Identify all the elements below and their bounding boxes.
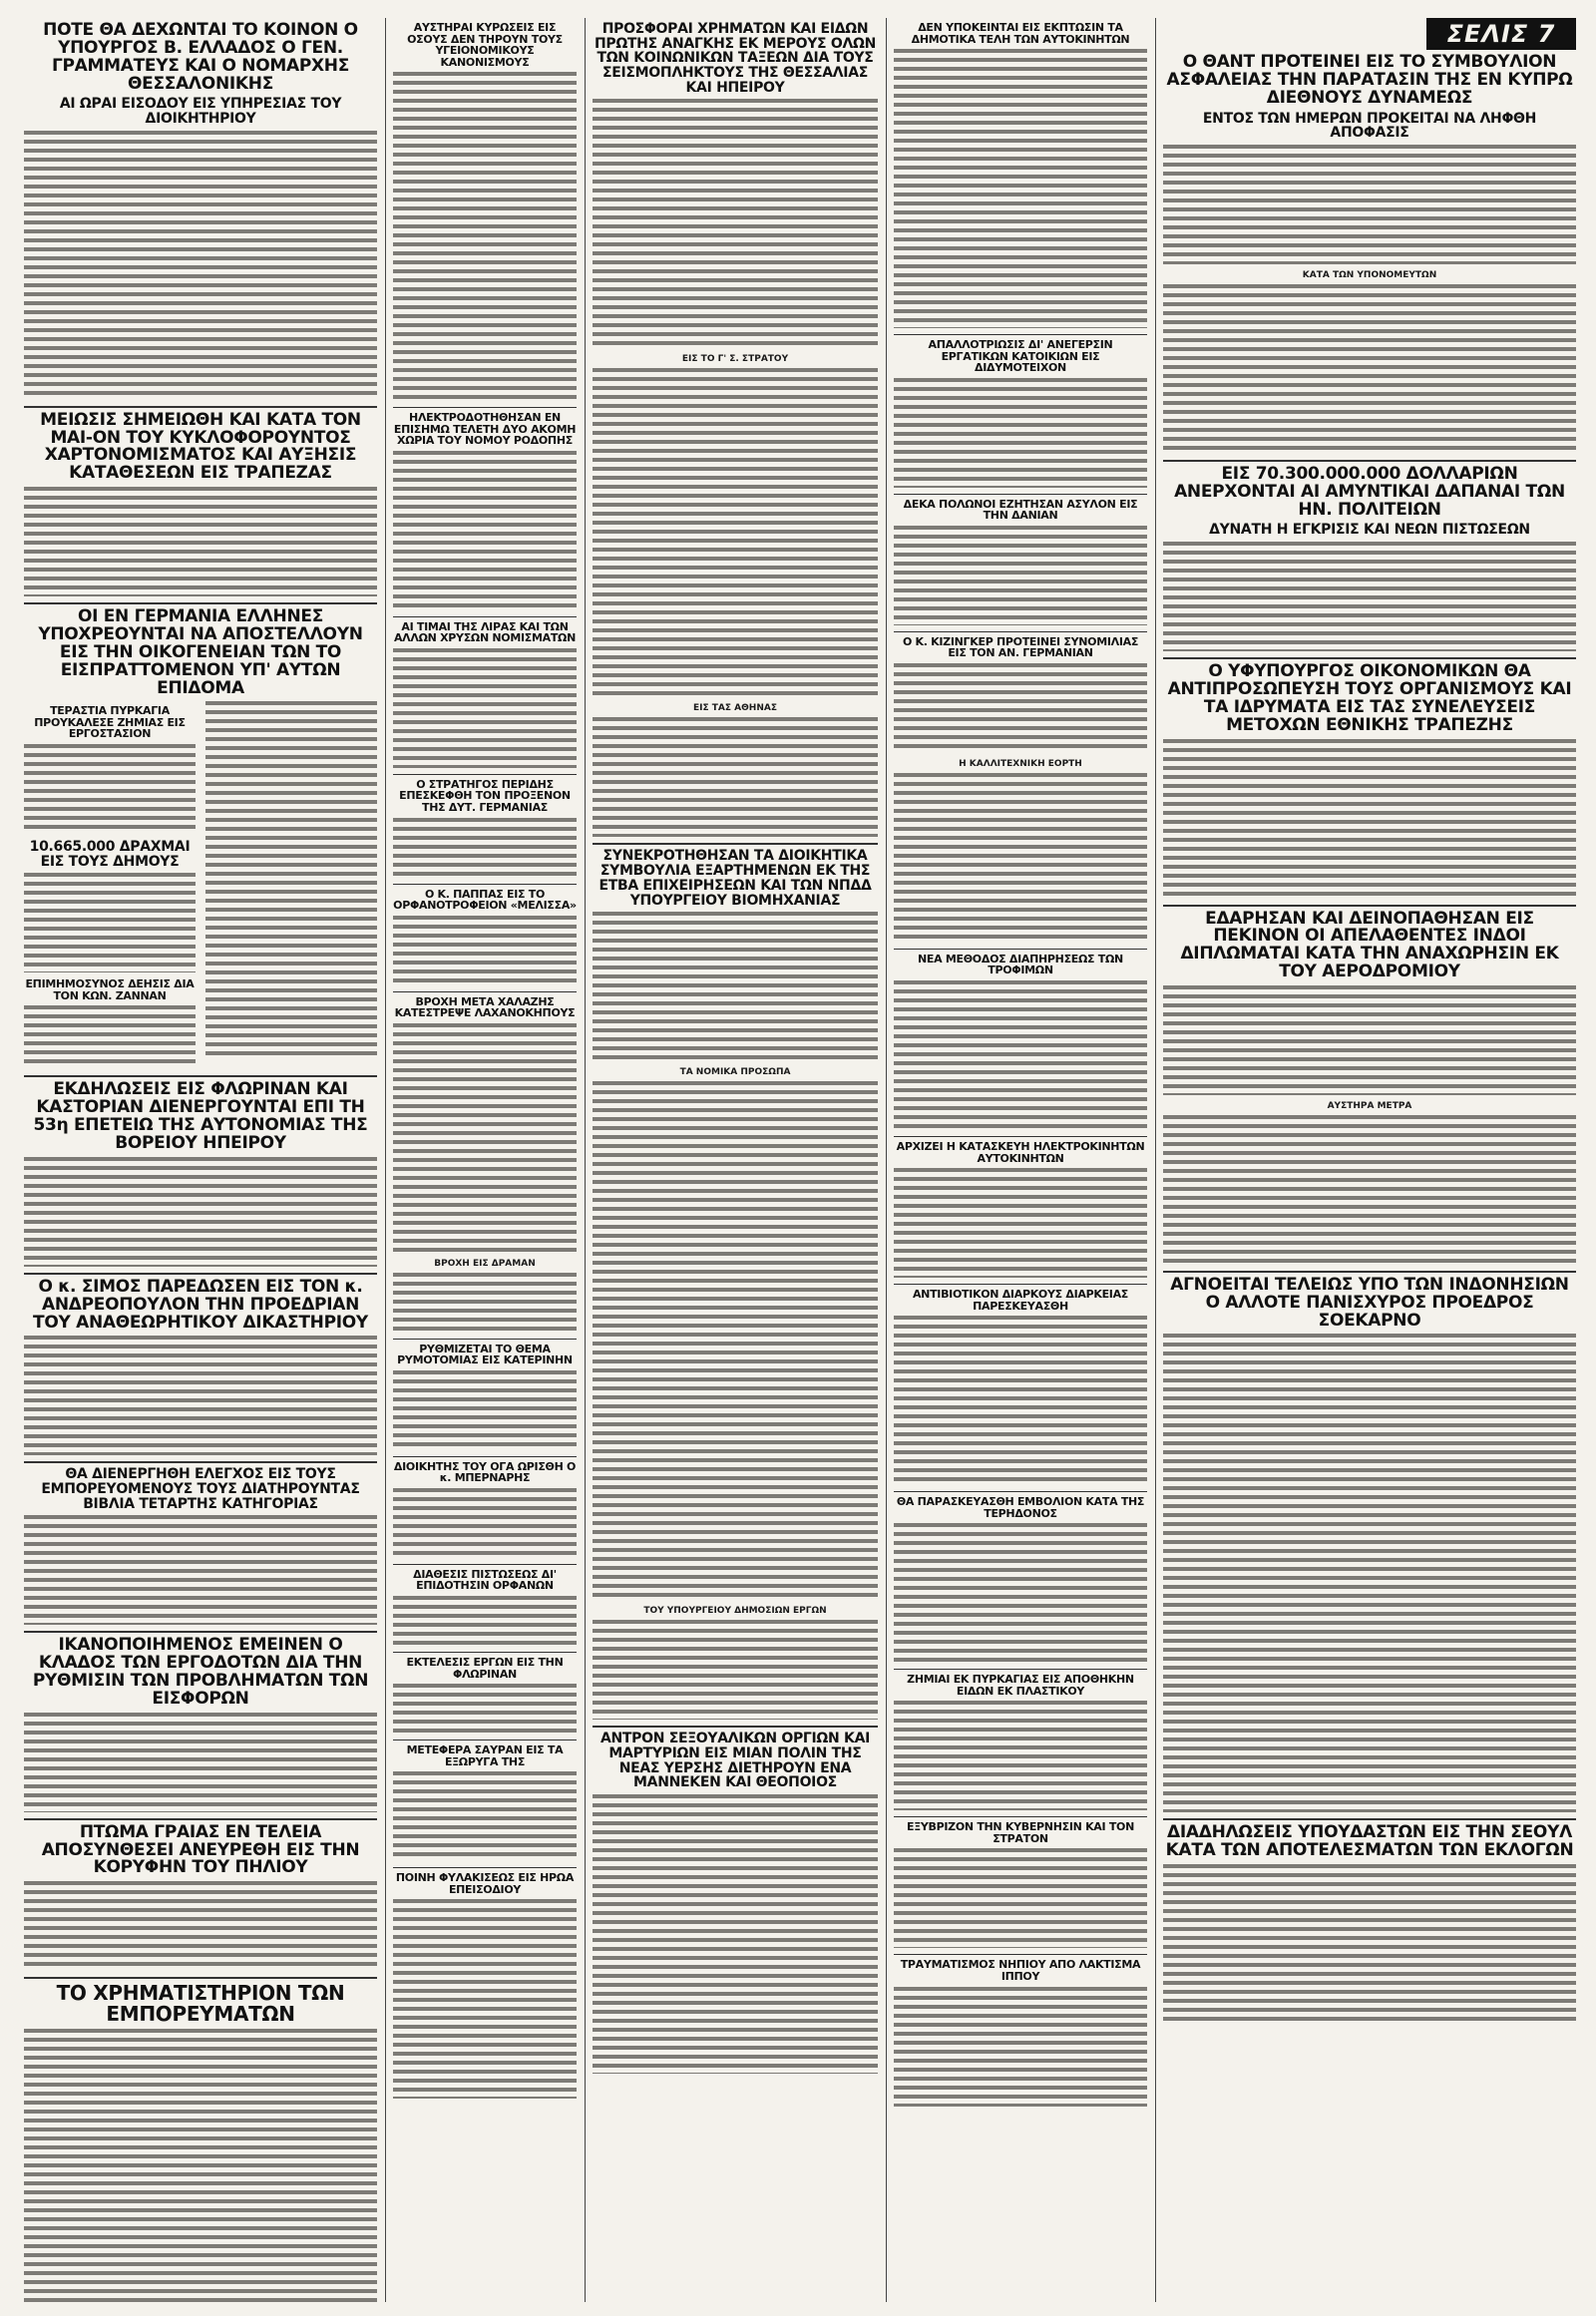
headline: ΖΗΜΙΑΙ ΕΚ ΠΥΡΚΑΓΙΑΣ ΕΙΣ ΑΠΟΘΗΚΗΝ ΕΙΔΩΝ ΕΚ ΠΛΑΣΤΙΚΟΥ xyxy=(907,1673,1134,1698)
article-body xyxy=(894,526,1147,625)
headline: ΜΕΤΕΦΕΡΑ ΣΑΥΡΑΝ ΕΙΣ ΤΑ ΕΞΩΡΥΓΑ ΤΗΣ xyxy=(406,1743,564,1768)
article-body xyxy=(894,1701,1147,1810)
article-body xyxy=(593,717,878,837)
article-body xyxy=(24,1881,377,1971)
headline: ΙΚΑΝΟΠΟΙΗΜΕΝΟΣ ΕΜΕΙΝΕΝ Ο ΚΛΑΔΟΣ ΤΩΝ ΕΡΓΟΔΟΤΩΝ ΔΙΑ ΤΗΝ ΡΥΘΜΙΣΙΝ ΤΩΝ ΠΡΟΒΛΗΜΑΤΩΝ ΤΩΝ ΕΙΣΦΟΡΩΝ xyxy=(32,1635,369,1709)
article-body xyxy=(393,916,577,985)
article-body xyxy=(1163,1864,1576,2024)
article-body xyxy=(393,648,577,768)
column-1 xyxy=(24,18,377,2302)
headline: ΕΠΙΜΗΜΟΣΥΝΟΣ ΔΕΗΣΙΣ ΔΙΑ ΤΟΝ ΚΩΝ. ΖΑΝΝΑΝ xyxy=(25,977,195,1002)
article-body xyxy=(894,1987,1147,2107)
headline: ΔΕΚΑ ΠΟΛΩΝΟΙ ΕΖΗΤΗΣΑΝ ΑΣΥΛΟΝ ΕΙΣ ΤΗΝ ΔΑΝΙΑΝ xyxy=(903,497,1138,523)
subheadline: ΤΟΥ ΥΠΟΥΡΓΕΙΟΥ ΔΗΜΟΣΙΩΝ ΕΡΓΩΝ xyxy=(643,1606,827,1617)
article-body xyxy=(894,1316,1147,1485)
headline: ΝΕΑ ΜΕΘΟΔΟΣ ΔΙΑΠΗΡΗΣΕΩΣ ΤΩΝ ΤΡΟΦΙΜΩΝ xyxy=(918,952,1123,977)
headline: Ο κ. ΣΙΜΟΣ ΠΑΡΕΔΩΣΕΝ ΕΙΣ ΤΟΝ κ. ΑΝΔΡΕΟΠΟΥΛΟΝ ΤΗΝ ΠΡΟΕΔΡΙΑΝ ΤΟΥ ΑΝΑΘΕΩΡΗΤΙΚΟΥ ΔΙΚΑΣΤΗΡΙΟΥ xyxy=(33,1276,368,1333)
headline: ΔΙΑΔΗΛΩΣΕΙΣ ΥΠΟΥΔΑΣΤΩΝ ΕΙΣ ΤΗΝ ΣΕΟΥΛ ΚΑΤΑ ΤΩΝ ΑΠΟΤΕΛΕΣΜΑΤΩΝ ΤΩΝ ΕΚΛΟΓΩΝ xyxy=(1165,1822,1574,1861)
article-body xyxy=(894,663,1147,753)
subheadline: ΑΙ ΩΡΑΙ ΕΙΣΟΔΟΥ ΕΙΣ ΥΠΗΡΕΣΙΑΣ ΤΟΥ ΔΙΟΙΚΗΤΗΡΙΟΥ xyxy=(59,96,342,128)
article-body xyxy=(393,1771,577,1861)
column-2 xyxy=(393,18,577,2302)
section-logo: ΣΕΛΙΣ 7 xyxy=(1426,18,1576,50)
headline: ΑΙ ΤΙΜΑΙ ΤΗΣ ΛΙΡΑΣ ΚΑΙ ΤΩΝ ΑΛΛΩΝ ΧΡΥΣΩΝ ΝΟΜΙΣΜΑΤΩΝ xyxy=(393,619,577,645)
headline: ΑΝΤΙΒΙΟΤΙΚΟΝ ΔΙΑΡΚΟΥΣ ΔΙΑΡΚΕΙΑΣ ΠΑΡΕΣΚΕΥΑΣΘΗ xyxy=(912,1288,1129,1313)
column-rule xyxy=(385,18,386,2302)
headline: ΠΡΟΣΦΟΡΑΙ ΧΡΗΜΑΤΩΝ ΚΑΙ ΕΙΔΩΝ ΠΡΩΤΗΣ ΑΝΑΓΚΗΣ ΕΚ ΜΕΡΟΥΣ ΟΛΩΝ ΤΩΝ ΚΟΙΝΩΝΙΚΩΝ ΤΑΞΕΩΝ ΔΙΑ ΤΟΥΣ ΣΕΙΣΜΟΠΛΗΚΤΟΥΣ ΤΗΣ ΘΕΣΣΑΛΙΑΣ ΚΑΙ ΗΠΕΙΡΟΥ xyxy=(594,21,877,96)
article-body xyxy=(24,744,196,834)
headline: ΑΓΝΟΕΙΤΑΙ ΤΕΛΕΙΩΣ ΥΠΟ ΤΩΝ ΙΝΔΟΝΗΣΙΩΝ Ο ΑΛΛΟΤΕ ΠΑΝΙΣΧΥΡΟΣ ΠΡΟΕΔΡΟΣ ΣΟΕΚΑΡΝΟ xyxy=(1170,1274,1569,1331)
subheadline: ΑΥΣΤΗΡΑ ΜΕΤΡΑ xyxy=(1327,1100,1412,1111)
headline: Ο ΘΑΝΤ ΠΡΟΤΕΙΝΕΙ ΕΙΣ ΤΟ ΣΥΜΒΟΥΛΙΟΝ ΑΣΦΑΛΕΙΑΣ ΤΗΝ ΠΑΡΑΤΑΣΙΝ ΤΗΣ ΕΝ ΚΥΠΡΩ ΔΙΕΘΝΟΥΣ ΔΥΝΑΜΕΩΣ xyxy=(1166,52,1573,108)
headline: Ο Κ. ΠΑΠΠΑΣ ΕΙΣ ΤΟ ΟΡΦΑΝΟΤΡΟΦΕΙΟΝ «ΜΕΛΙΣΣΑ» xyxy=(393,887,577,913)
article-body xyxy=(1163,1115,1576,1265)
article-body xyxy=(1163,145,1576,264)
article-body xyxy=(24,2029,377,2302)
headline: Ο Κ. ΚΙΖΙΝΓΚΕΡ ΠΡΟΤΕΙΝΕΙ ΣΥΝΟΜΙΛΙΑΣ ΕΙΣ ΤΟΝ ΑΝ. ΓΕΡΜΑΝΙΑΝ xyxy=(902,634,1139,660)
article-body xyxy=(393,72,577,401)
article-body xyxy=(593,99,878,348)
article-body xyxy=(894,980,1147,1130)
article-body xyxy=(24,873,196,972)
article-body xyxy=(24,131,377,400)
headline: 10.665.000 ΔΡΑΧΜΑΙ ΕΙΣ ΤΟΥΣ ΔΗΜΟΥΣ xyxy=(29,838,191,870)
headline: Ο ΣΤΡΑΤΗΓΟΣ ΠΕΡΙΔΗΣ ΕΠΕΣΚΕΦΘΗ ΤΟΝ ΠΡΟΞΕΝΟΝ ΤΗΣ ΔΥΤ. ΓΕΡΜΑΝΙΑΣ xyxy=(399,777,571,815)
headline: ΑΝΤΡΟΝ ΣΕΞΟΥΑΛΙΚΩΝ ΟΡΓΙΩΝ ΚΑΙ ΜΑΡΤΥΡΙΩΝ ΕΙΣ ΜΙΑΝ ΠΟΛΙΝ ΤΗΣ ΝΕΑΣ ΥΕΡΣΗΣ ΔΙΕΤΗΡΟΥΝ ΕΝΑ ΜΑΝΝΕΚΕΝ ΚΑΙ ΘΕΟΠΟΙΟΣ xyxy=(599,1731,871,1791)
headline: Ο ΥΦΥΠΟΥΡΓΟΣ ΟΙΚΟΝΟΜΙΚΩΝ ΘΑ ΑΝΤΙΠΡΟΣΩΠΕΥΣΗ ΤΟΥΣ ΟΡΓΑΝΙΣΜΟΥΣ ΚΑΙ ΤΑ ΙΔΡΥΜΑΤΑ ΕΙΣ ΤΑΣ ΣΥΝΕΛΕΥΣΕΙΣ ΜΕΤΟΧΩΝ ΕΘΝΙΚΗΣ ΤΡΑΠΕΖΗΣ xyxy=(1167,661,1572,735)
headline: ΤΕΡΑΣΤΙΑ ΠΥΡΚΑΓΙΑ ΠΡΟΥΚΑΛΕΣΕ ΖΗΜΙΑΣ ΕΙΣ ΕΡΓΟΣΤΑΣΙΟΝ xyxy=(34,704,186,741)
article-body xyxy=(393,1023,577,1253)
article-body xyxy=(894,1168,1147,1278)
article-body xyxy=(894,773,1147,943)
headline: ΣΥΝΕΚΡΟΤΗΘΗΣΑΝ ΤΑ ΔΙΟΙΚΗΤΙΚΑ ΣΥΜΒΟΥΛΙΑ ΕΞΑΡΤΗΜΕΝΩΝ ΕΚ ΤΗΣ ΕΤΒΑ ΕΠΙΧΕΙΡΗΣΕΩΝ ΚΑΙ ΤΩΝ ΝΠΔΔ ΥΠΟΥΡΓΕΙΟΥ ΒΙΟΜΗΧΑΝΙΑΣ xyxy=(598,848,872,909)
article-body xyxy=(24,1336,377,1455)
headline: ΠΟΤΕ ΘΑ ΔΕΧΩΝΤΑΙ ΤΟ ΚΟΙΝΟΝ Ο ΥΠΟΥΡΓΟΣ Β. ΕΛΛΑΔΟΣ Ο ΓΕΝ. ΓΡΑΜΜΑΤΕΥΣ ΚΑΙ Ο ΝΟΜΑΡΧΗΣ ΘΕΣΣΑΛΟΝΙΚΗΣ xyxy=(43,20,358,94)
headline: ΕΙΣ 70.300.000.000 ΔΟΛΛΑΡΙΩΝ ΑΝΕΡΧΟΝΤΑΙ ΑΙ ΑΜΥΝΤΙΚΑΙ ΔΑΠΑΝΑΙ ΤΩΝ ΗΝ. ΠΟΛΙΤΕΙΩΝ xyxy=(1174,463,1565,520)
column-rule xyxy=(1155,18,1156,2302)
headline: ΘΑ ΠΑΡΑΣΚΕΥΑΣΘΗ ΕΜΒΟΛΙΟΝ ΚΑΤΑ ΤΗΣ ΤΕΡΗΔΟΝΟΣ xyxy=(896,1495,1145,1520)
subheadline: ΔΥΝΑΤΗ Η ΕΓΚΡΙΣΙΣ ΚΑΙ ΝΕΩΝ ΠΙΣΤΩΣΕΩΝ xyxy=(1209,522,1530,539)
headline: ΔΙΟΙΚΗΤΗΣ ΤΟΥ ΟΓΑ ΩΡΙΣΘΗ Ο κ. ΜΠΕΡΝΑΡΗΣ xyxy=(393,1459,577,1485)
article-body xyxy=(24,1157,377,1267)
headline: ΕΔΑΡΗΣΑΝ ΚΑΙ ΔΕΙΝΟΠΑΘΗΣΑΝ ΕΙΣ ΠΕΚΙΝΟΝ ΟΙ ΑΠΕΛΑΘΕΝΤΕΣ ΙΝΔΟΙ ΔΙΠΛΩΜΑΤΑΙ ΚΑΤΑ ΤΗΝ ΑΝΑΧΩΡΗΣΙΝ ΕΚ ΤΟΥ ΑΕΡΟΔΡΟΜΙΟΥ xyxy=(1180,908,1559,982)
subheadline: ΕΙΣ ΤΑΣ ΑΘΗΝΑΣ xyxy=(693,703,777,714)
article-body xyxy=(894,378,1147,488)
subheadline: ΒΡΟΧΗ ΕΙΣ ΔΡΑΜΑΝ xyxy=(434,1258,536,1269)
article-body xyxy=(24,1005,196,1065)
headline: ΕΚΤΕΛΕΣΙΣ ΕΡΓΩΝ ΕΙΣ ΤΗΝ ΦΛΩΡΙΝΑΝ xyxy=(406,1656,564,1681)
column-rule xyxy=(886,18,887,2302)
article-body xyxy=(393,1596,577,1646)
article-body xyxy=(593,368,878,697)
subheadline: ΕΝΤΟΣ ΤΩΝ ΗΜΕΡΩΝ ΠΡΟΚΕΙΤΑΙ ΝΑ ΛΗΦΘΗ ΑΠΟΦΑΣΙΣ xyxy=(1202,110,1537,142)
headline: ΜΕΙΩΣΙΣ ΣΗΜΕΙΩΘΗ ΚΑΙ ΚΑΤΑ ΤΟΝ ΜΑΙ-ΟΝ ΤΟΥ ΚΥΚΛΟΦΟΡΟΥΝΤΟΣ ΧΑΡΤΟΝΟΜΙΣΜΑΤΟΣ ΚΑΙ ΑΥΞΗΣΙΣ ΚΑΤΑΘΕΣΕΩΝ ΕΙΣ ΤΡΑΠΕΖΑΣ xyxy=(40,409,361,484)
headline: ΠΤΩΜΑ ΓΡΑΙΑΣ ΕΝ ΤΕΛΕΙΑ ΑΠΟΣΥΝΘΕΣΕΙ ΑΝΕΥΡΕΘΗ ΕΙΣ ΤΗΝ ΚΟΡΥΦΗΝ ΤΟΥ ΠΗΛΙΟΥ xyxy=(41,1821,360,1878)
article-body xyxy=(1163,985,1576,1095)
subheadline: ΕΙΣ ΤΟ Γ' Σ. ΣΤΡΑΤΟΥ xyxy=(681,354,789,365)
article-body xyxy=(593,1794,878,2074)
article-body xyxy=(24,487,377,596)
article-body xyxy=(593,1081,878,1600)
column-5 xyxy=(1163,18,1576,2302)
article-body xyxy=(24,1713,377,1812)
headline: ΗΛΕΚΤΡΟΔΟΤΗΘΗΣΑΝ ΕΝ ΕΠΙΣΗΜΩ ΤΕΛΕΤΗ ΔΥΟ ΑΚΟΜΗ ΧΩΡΙΑ ΤΟΥ ΝΟΜΟΥ ΡΟΔΟΠΗΣ xyxy=(393,411,577,448)
headline: ΕΞΥΒΡΙΖΟΝ ΤΗΝ ΚΥΒΕΡΝΗΣΙΝ ΚΑΙ ΤΟΝ ΣΤΡΑΤΟΝ xyxy=(906,1820,1134,1845)
subheadline: ΤΑ ΝΟΜΙΚΑ ΠΡΟΣΩΠΑ xyxy=(679,1067,791,1078)
subheadline: Η ΚΑΛΛΙΤΕΧΝΙΚΗ ΕΟΡΤΗ xyxy=(959,758,1082,769)
article-body xyxy=(393,1684,577,1734)
article-body xyxy=(593,912,878,1061)
article-body xyxy=(894,1848,1147,1948)
article-body xyxy=(393,1273,577,1333)
article-body xyxy=(205,701,377,1060)
headline: ΕΚΔΗΛΩΣΕΙΣ ΕΙΣ ΦΛΩΡΙΝΑΝ ΚΑΙ ΚΑΣΤΟΡΙΑΝ ΔΙΕΝΕΡΓΟΥΝΤΑΙ ΕΠΙ ΤΗ 53η ΕΠΕΤΕΙΩ ΤΗΣ ΑΥΤΟΝΟΜΙΑΣ ΤΗΣ ΒΟΡΕΙΟΥ ΗΠΕΙΡΟΥ xyxy=(33,1079,368,1153)
headline: ΡΥΘΜΙΖΕΤΑΙ ΤΟ ΘΕΜΑ ΡΥΜΟΤΟΜΙΑΣ ΕΙΣ ΚΑΤΕΡΙΝΗΝ xyxy=(397,1342,573,1367)
headline: ΟΙ ΕΝ ΓΕΡΜΑΝΙΑ ΕΛΛΗΝΕΣ ΥΠΟΧΡΕΟΥΝΤΑΙ ΝΑ ΑΠΟΣΤΕΛΛΟΥΝ ΕΙΣ ΤΗΝ ΟΙΚΟΓΕΝΕΙΑΝ ΤΩΝ ΤΟ ΕΙΣΠΡΑΤΤΟΜΕΝΟΝ ΥΠ' ΑΥΤΩΝ ΕΠΙΔΟΜΑ xyxy=(38,606,363,698)
headline: ΑΡΧΙΖΕΙ Η ΚΑΤΑΣΚΕΥΗ ΗΛΕΚΤΡΟΚΙΝΗΤΩΝ ΑΥΤΟΚΙΝΗΤΩΝ xyxy=(896,1140,1145,1165)
headline: ΘΑ ΔΙΕΝΕΡΓΗΘΗ ΕΛΕΓΧΟΣ ΕΙΣ ΤΟΥΣ ΕΜΠΟΡΕΥΟΜΕΝΟΥΣ ΤΟΥΣ ΔΙΑΤΗΡΟΥΝΤΑΣ ΒΙΒΛΙΑ ΤΕΤΑΡΤΗΣ ΚΑΤΗΓΟΡΙΑΣ xyxy=(41,1466,360,1512)
headline: ΠΟΙΝΗ ΦΥΛΑΚΙΣΕΩΣ ΕΙΣ ΗΡΩΑ ΕΠΕΙΣΟΔΙΟΥ xyxy=(395,1871,575,1896)
article-body xyxy=(393,1370,577,1450)
article-body xyxy=(24,1515,377,1625)
headline: ΔΙΑΘΕΣΙΣ ΠΙΣΤΩΣΕΩΣ ΔΙ' ΕΠΙΔΟΤΗΣΙΝ ΟΡΦΑΝΩΝ xyxy=(413,1567,557,1593)
headline: ΤΡΑΥΜΑΤΙΣΜΟΣ ΝΗΠΙΟΥ ΑΠΟ ΛΑΚΤΙΣΜΑ ΙΠΠΟΥ xyxy=(900,1958,1141,1984)
article-body xyxy=(393,818,577,878)
headline: ΑΥΣΤΗΡΑΙ ΚΥΡΩΣΕΙΣ ΕΙΣ ΟΣΟΥΣ ΔΕΝ ΤΗΡΟΥΝ ΤΟΥΣ ΥΓΕΙΟΝΟΜΙΚΟΥΣ ΚΑΝΟΝΙΣΜΟΥΣ xyxy=(407,21,563,69)
column-4 xyxy=(894,18,1147,2302)
article-body xyxy=(894,49,1147,328)
column-3 xyxy=(593,18,878,2302)
article-body xyxy=(894,1523,1147,1663)
subheadline: ΚΑΤΑ ΤΩΝ ΥΠΟΝΟΜΕΥΤΩΝ xyxy=(1302,269,1437,280)
headline: ΤΟ ΧΡΗΜΑΤΙΣΤΗΡΙΟΝ ΤΩΝ ΕΜΠΟΡΕΥΜΑΤΩΝ xyxy=(56,1981,345,2027)
article-body xyxy=(393,1488,577,1558)
article-body xyxy=(1163,1334,1576,1812)
article-body xyxy=(393,1899,577,2099)
headline: ΒΡΟΧΗ ΜΕΤΑ ΧΑΛΑΖΗΣ ΚΑΤΕΣΤΡΕΨΕ ΛΑΧΑΝΟΚΗΠΟΥΣ xyxy=(394,994,576,1020)
article-body xyxy=(1163,739,1576,899)
headline: ΔΕΝ ΥΠΟΚΕΙΝΤΑΙ ΕΙΣ ΕΚΠΤΩΣΙΝ ΤΑ ΔΗΜΟΤΙΚΑ ΤΕΛΗ ΤΩΝ ΑΥΤΟΚΙΝΗΤΩΝ xyxy=(911,21,1130,46)
headline: ΑΠΑΛΛΟΤΡΙΩΣΙΣ ΔΙ' ΑΝΕΓΕΡΣΙΝ ΕΡΓΑΤΙΚΩΝ ΚΑΤΟΙΚΙΩΝ ΕΙΣ ΔΙΔΥΜΟΤΕΙΧΟΝ xyxy=(928,338,1113,375)
article-body xyxy=(393,451,577,610)
article-body xyxy=(593,1620,878,1720)
article-body xyxy=(1163,542,1576,651)
article-body xyxy=(1163,284,1576,454)
column-rule xyxy=(585,18,586,2302)
